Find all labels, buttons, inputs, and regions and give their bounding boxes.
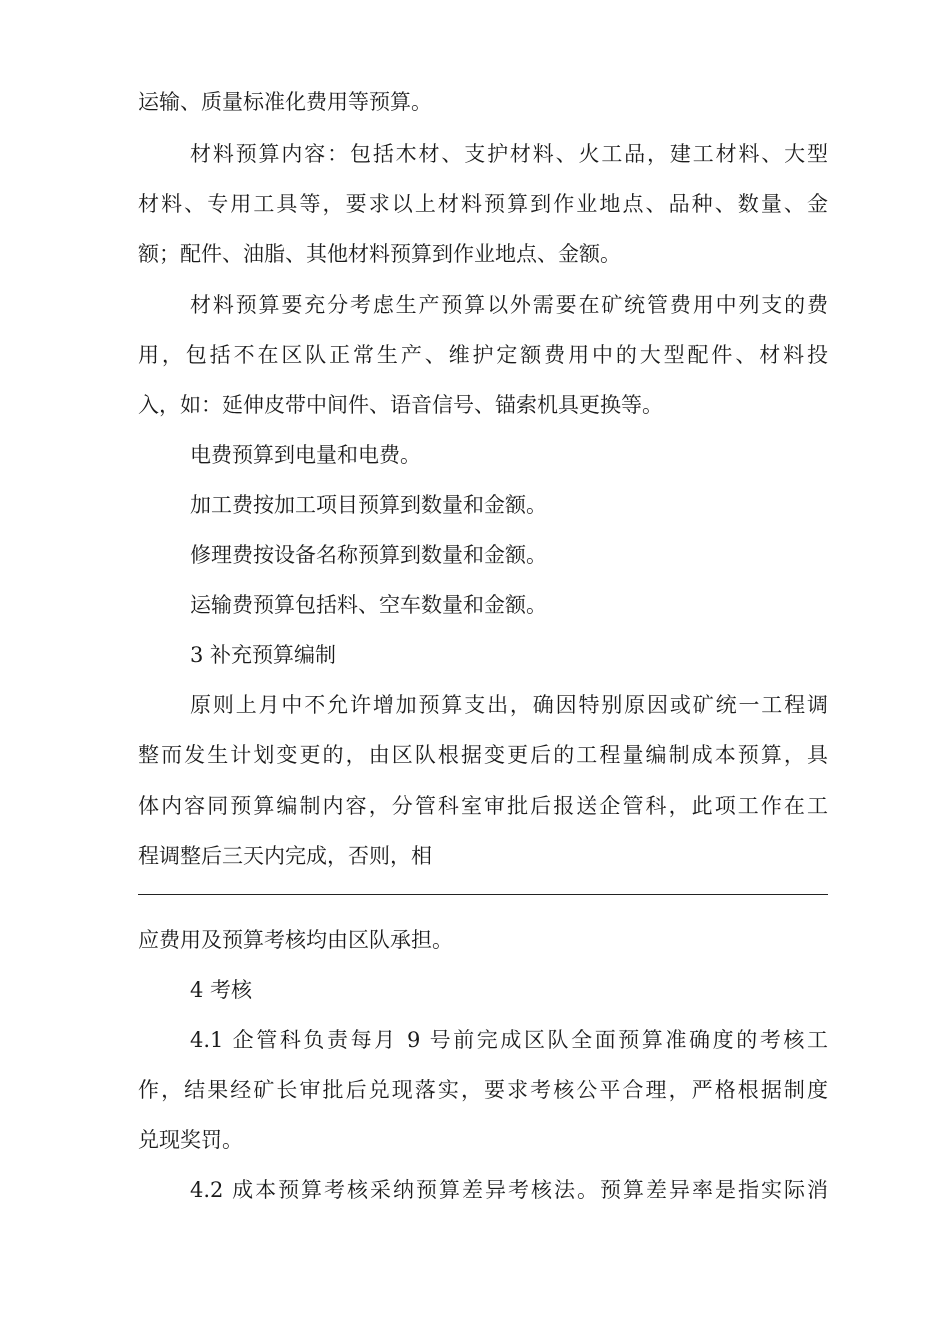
page-divider bbox=[138, 894, 828, 895]
text-line: 应费用及预算考核均由区队承担。 bbox=[138, 928, 453, 952]
text-line: 加工费按加工项目预算到数量和金额。 bbox=[190, 493, 547, 517]
section-heading: 4 考核 bbox=[190, 978, 253, 1002]
text-line: 材料、专用工具等，要求以上材料预算到作业地点、品种、数量、金 bbox=[138, 192, 828, 216]
text-line: 体内容同预算编制内容，分管科室审批后报送企管科，此项工作在工 bbox=[138, 794, 828, 818]
text-line: 入，如：延伸皮带中间件、语音信号、锚索机具更换等。 bbox=[138, 393, 663, 417]
section-heading: 3 补充预算编制 bbox=[190, 643, 337, 667]
text-line: 材料预算内容：包括木材、支护材料、火工品，建工材料、大型 bbox=[190, 142, 828, 166]
text-line: 修理费按设备名称预算到数量和金额。 bbox=[190, 543, 547, 567]
text-line: 兑现奖罚。 bbox=[138, 1128, 243, 1152]
text-line: 电费预算到电量和电费。 bbox=[190, 443, 421, 467]
text-line: 运输、质量标准化费用等预算。 bbox=[138, 90, 432, 114]
text-line: 整而发生计划变更的，由区队根据变更后的工程量编制成本预算，具 bbox=[138, 743, 828, 767]
text-line: 4.1 企管科负责每月 9 号前完成区队全面预算准确度的考核工 bbox=[190, 1028, 828, 1052]
text-line: 4.2 成本预算考核采纳预算差异考核法。预算差异率是指实际消 bbox=[190, 1178, 828, 1202]
text-line: 程调整后三天内完成，否则，相 bbox=[138, 844, 432, 868]
text-line: 额；配件、油脂、其他材料预算到作业地点、金额。 bbox=[138, 242, 621, 266]
text-line: 作，结果经矿长审批后兑现落实，要求考核公平合理，严格根据制度 bbox=[138, 1078, 828, 1102]
text-line: 材料预算要充分考虑生产预算以外需要在矿统管费用中列支的费 bbox=[190, 293, 828, 317]
text-line: 运输费预算包括料、空车数量和金额。 bbox=[190, 593, 547, 617]
text-line: 用，包括不在区队正常生产、维护定额费用中的大型配件、材料投 bbox=[138, 343, 828, 367]
text-line: 原则上月中不允许增加预算支出，确因特别原因或矿统一工程调 bbox=[190, 693, 828, 717]
